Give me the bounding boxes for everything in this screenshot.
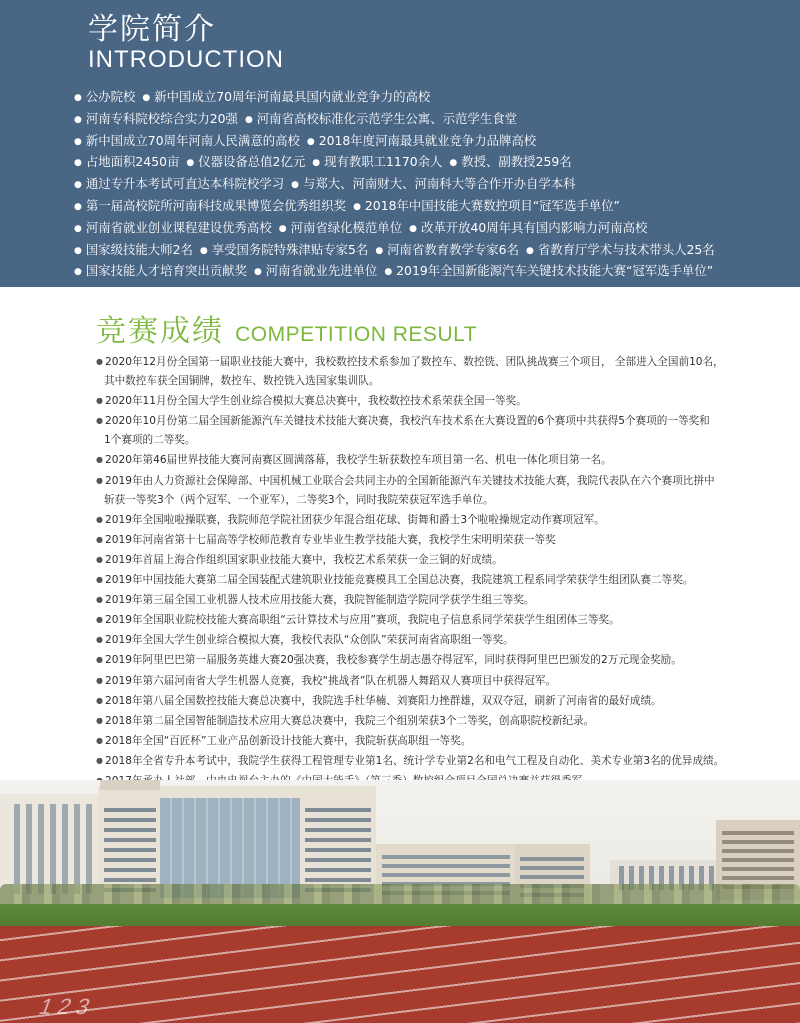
competition-result-text: 2020年11月份全国大学生创业综合模拟大赛总决赛中，我校数控技术系荣获全国一等奖。 [104, 395, 527, 408]
competition-result-continuation: 斩获一等奖3个（两个冠军、一个亚军），二等奖3个，同时我院荣获冠军选手单位。 [104, 493, 494, 506]
introduction-item: ● 改革开放40周年具有国内影响力河南高校 [409, 220, 647, 235]
competition-result-text: 2019年全国职业院校技能大赛高职组“云计算技术与应用”赛项，我院电子信息系同学荣获学生组团体三等奖。 [104, 614, 620, 627]
competition-result-text: 2018年全国“百匠杯”工业产品创新设计技能大赛中，我院斩获高职组一等奖。 [104, 734, 472, 747]
bullet-icon: ● [96, 655, 103, 665]
competition-result-item [96, 590, 786, 610]
introduction-line [74, 86, 794, 108]
introduction-line [74, 108, 794, 130]
building-left-windows [8, 804, 98, 894]
competition-result-text: 2018年第二届全国智能制造技术应用大赛总决赛中，我院三个组别荣获3个二等奖，创高职院校新纪录。 [104, 714, 595, 727]
competition-result-item [96, 471, 786, 510]
bullet-icon: ● [96, 695, 103, 705]
bullet-icon: ● [96, 675, 103, 685]
bullet-icon: ● [96, 475, 103, 485]
introduction-item: ● 河南专科院校综合实力20强 [74, 111, 238, 126]
introduction-item: ● 省教育厅学术与技术带头人25名 [526, 242, 715, 257]
competition-result-text: 2020年第46届世界技能大赛河南赛区圆满落幕，我校学生斩获数控车项目第一名、机电一体化项目第一名。 [104, 454, 612, 467]
main-building-roof [100, 780, 160, 790]
introduction-item: ● 国家级技能大师2名 [74, 242, 193, 257]
competition-result-text: 2019年阿里巴巴第一届服务英雄大赛20强决赛，我校参赛学生胡志愚夺得冠军，同时获得阿里巴巴颁发的2万元现金奖励。 [104, 654, 682, 667]
bullet-icon: ● [96, 715, 103, 725]
introduction-item: ● 公办院校 [74, 89, 135, 104]
bullet-icon: ● [96, 455, 103, 465]
competition-result-text: 2019年全国大学生创业综合模拟大赛，我校代表队“众创队”荣获河南省高职组一等奖。 [104, 634, 514, 647]
competition-result-item [96, 550, 786, 570]
introduction-item: ● 第一届高校院所河南科技成果博览会优秀组织奖 [74, 198, 346, 213]
competition-result-item [96, 751, 786, 771]
bullet-icon: ● [96, 534, 103, 544]
introduction-item: ● 仪器设备总值2亿元 [186, 154, 305, 169]
introduction-item: ● 与郑大、河南财大、河南科大等合作开办自学本科 [291, 176, 575, 191]
bullet-icon: ● [96, 357, 103, 366]
competition-result-text: 2018年全省专升本考试中，我院学生获得工程管理专业第1名、统计学专业第2名和电气工程及自动化、美术专业第3名的优异成绩。 [104, 754, 725, 767]
bullet-icon: ● [96, 514, 103, 524]
track-lane-numbers: 1 2 3 [35, 994, 94, 1019]
introduction-item: ● 通过专升本考试可直达本科院校学习 [74, 176, 284, 191]
competition-result-text: 2020年10月份第二届全国新能源汽车关键技术技能大赛决赛，我校汽车技术系在大赛设置的6个赛项中共获得5个赛项的一等奖和 [104, 415, 710, 428]
competition-result-continuation: 1个赛项的二等奖。 [104, 434, 196, 447]
introduction-item: ● 河南省就业创业课程建设优秀高校 [74, 220, 272, 235]
bullet-icon: ● [96, 635, 103, 645]
introduction-item: ● 现有教职工1170余人 [312, 154, 442, 169]
competition-result-continuation: 其中数控车获全国铜牌，数控车、数控铣入选国家集训队。 [104, 375, 380, 388]
campus-photo [0, 780, 800, 1023]
introduction-item: ● 占地面积2450亩 [74, 154, 179, 169]
introduction-item: ● 2018年度河南最具就业竞争力品牌高校 [307, 133, 536, 148]
competition-result-item [96, 731, 786, 751]
competition-result-text: 2019年河南省第十七届高等学校师范教育专业毕业生教学技能大赛，我校学生宋明明荣获一等奖 [104, 533, 556, 546]
introduction-title-en: INTRODUCTION [88, 46, 284, 73]
bullet-icon: ● [96, 416, 103, 426]
introduction-item: ● 新中国成立70周年河南人民满意的高校 [74, 133, 300, 148]
introduction-title-cn: 学院简介 [88, 12, 216, 47]
bullet-icon: ● [96, 396, 103, 406]
competition-result-text: 2018年第八届全国数控技能大赛总决赛中，我院选手杜华楠、刘赛阳力挫群雄，双双夺冠，刷新了河南省的最好成绩。 [104, 694, 662, 707]
competition-result-item [96, 671, 786, 691]
introduction-line [74, 130, 794, 152]
bullet-icon: ● [96, 595, 103, 605]
competition-title-en: COMPETITION RESULT [235, 323, 478, 346]
introduction-line [74, 151, 794, 173]
introduction-line [74, 195, 794, 217]
competition-results-list [96, 352, 786, 791]
introduction-item: ● 河南省高校标准化示范学生公寓、示范学生食堂 [245, 111, 517, 126]
running-track [0, 926, 800, 1023]
competition-result-item [96, 510, 786, 530]
introduction-item: ● 新中国成立70周年河南最具国内就业竞争力的高校 [142, 89, 430, 104]
introduction-item: ● 2018年中国技能大赛数控项目“冠军选手单位” [353, 198, 620, 213]
introduction-item: ● 2019年全国新能源汽车关键技术技能大赛“冠军选手单位” [384, 263, 713, 278]
introduction-item: ● 教授、副教授259名 [449, 154, 571, 169]
introduction-item: ● 享受国务院特殊津贴专家5名 [200, 242, 368, 257]
introduction-item: ● 国家技能人才培育突出贡献奖 [74, 263, 247, 278]
bullet-icon: ● [96, 735, 103, 745]
introduction-line [74, 173, 794, 195]
competition-result-item [96, 570, 786, 590]
competition-result-text: 2019年全国啦啦操联赛，我院师范学院社团获少年混合组花球、街舞和爵士3个啦啦操规定动作赛项冠军。 [104, 513, 605, 526]
competition-result-text: 2019年由人力资源社会保障部、中国机械工业联合会共同主办的全国新能源汽车关键技术技能大赛，我院代表队在六个赛项比拼中 [104, 474, 715, 487]
competition-result-item [96, 610, 786, 630]
competition-result-item [96, 650, 786, 670]
competition-result-item [96, 450, 786, 470]
introduction-section [0, 0, 800, 287]
competition-title-cn: 竞赛成绩 [96, 314, 224, 349]
introduction-line [74, 239, 794, 261]
introduction-line [74, 260, 794, 282]
introduction-item: ● 河南省就业先进单位 [254, 263, 377, 278]
competition-result-text: 2020年12月份全国第一届职业技能大赛中，我校数控技术系参加了数控车、数控铣、团队挑战赛三个项目， 全部进入全国前10名， [104, 356, 724, 368]
bullet-icon: ● [96, 554, 103, 564]
competition-result-text: 2019年首届上海合作组织国家职业技能大赛中，我校艺术系荣获一金三铜的好成绩。 [104, 553, 503, 566]
introduction-list [74, 86, 794, 282]
competition-result-text: 2019年中国技能大赛第二届全国装配式建筑职业技能竞赛模具工全国总决赛，我院建筑工程系同学荣获学生组团队赛二等奖。 [104, 574, 694, 587]
competition-result-text: 2019年第六届河南省大学生机器人竞赛，我校“挑战者”队在机器人舞蹈双人赛项目中获得冠军。 [104, 674, 557, 687]
bullet-icon: ● [96, 615, 103, 625]
competition-result-item [96, 711, 786, 731]
competition-result-item [96, 411, 786, 450]
competition-result-item [96, 691, 786, 711]
competition-result-item [96, 530, 786, 550]
introduction-item: ● 河南省绿化模范单位 [279, 220, 402, 235]
introduction-item: ● 河南省教育教学专家6名 [375, 242, 519, 257]
bullet-icon: ● [96, 755, 103, 765]
competition-heading [96, 306, 477, 350]
competition-result-item [96, 352, 786, 391]
introduction-line [74, 217, 794, 239]
competition-result-item [96, 630, 786, 650]
competition-result-text: 2019年第三届全国工业机器人技术应用技能大赛，我院智能制造学院同学获学生组三等奖。 [104, 594, 535, 607]
competition-result-item [96, 391, 786, 411]
main-building-glass-facade [160, 798, 300, 898]
bullet-icon: ● [96, 575, 103, 585]
